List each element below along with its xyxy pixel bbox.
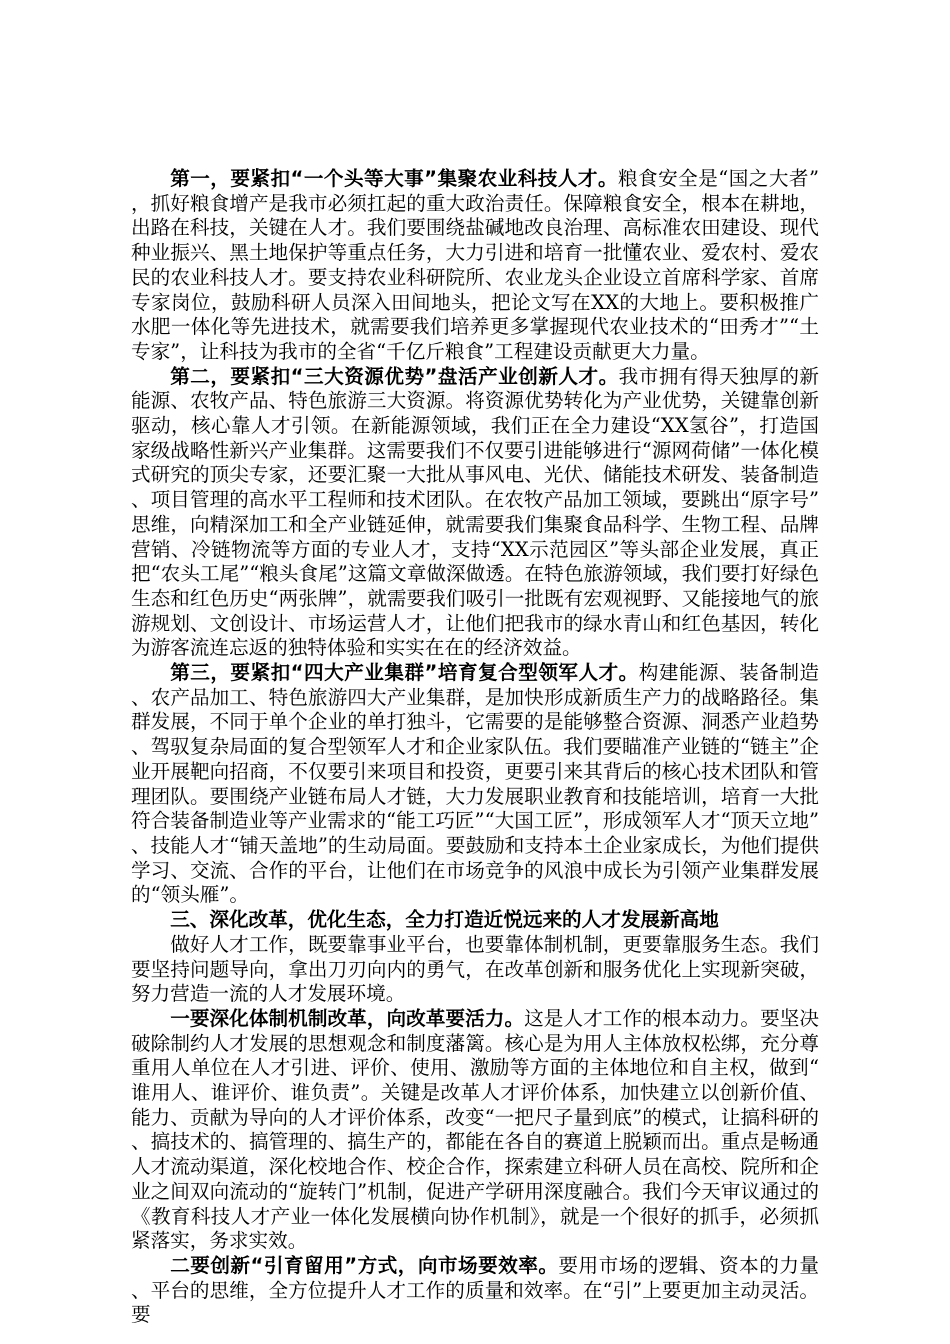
paragraph-body: 粮食安全是“国之大者”，抓好粮食增产是我市必须扛起的重大政治责任。保障粮食安全，根本在耕地，出路在科技，关键在人才。我们要围绕盐碱地改良治理、高标准农田建设、现代种业振兴、黑土地保护等重点任务，大力引进和培育一批懂农业、爱农村、爱农民的农业科技人才。要支持农业科研院所、农业龙头企业设立首席科学家、首席专家岗位，鼓励科研人员深入田间地头，把论文写在XX的大地上。要积极推广水肥一体化等先进技术，就需要我们培养更多掌握现代农业技术的“田秀才”“土专家”，让科技为我市的全省“千亿斤粮食”工程建设贡献更大力量。 — [131, 167, 819, 363]
section-heading: 三、深化改革，优化生态，全力打造近悦远来的人才发展新高地 — [170, 908, 719, 932]
paragraph-body: 构建能源、装备制造、农产品加工、特色旅游四大产业集群，是加快形成新质生产力的战略路径。集群发展，不同于单个企业的单打独斗，它需要的是能够整合资源、洞悉产业趋势、驾驭复杂局面的复合型领军人才和企业家队伍。我们要瞄准产业链的“链主”企业开展靶向招商，不仅要引来项目和投资，更要引来其背后的核心技术团队和管理团队。要围绕产业链布局人才链，大力发展职业教育和技能培训，培育一大批符合装备制造业等产业需求的“能工巧匠”“大国工匠”，形成领军人才“顶天立地”、技能人才“铺天盖地”的生动局面。要鼓励和支持本土企业家成长，为他们提供学习、交流、合作的平台，让他们在市场竞争的风浪中成长为引领产业集群发展的“领头雁”。 — [131, 661, 820, 907]
paragraph-lead: 一要深化体制机制改革，向改革要活力。 — [170, 1006, 525, 1030]
paragraph-innovation-talent — [131, 365, 819, 661]
paragraph-lead: 第三，要紧扣“四大产业集群”培育复合型领军人才。 — [170, 661, 639, 685]
paragraph-body: 我市拥有得天独厚的新能源、农牧产品、特色旅游三大资源。将资源优势转化为产业优势，关键靠创新驱动，核心靠人才引领。在新能源领域，我们正在全力建设“XX氢谷”，打造国家级战略性新兴产业集群。这需要我们不仅要引进能够进行“源网荷储”一体化模式研究的顶尖专家，还要汇聚一大批从事风电、光伏、储能技术研发、装备制造、项目管理的高水平工程师和技术团队。在农牧产品加工领域，要跳出“原字号”思维，向精深加工和全产业链延伸，就需要我们集聚食品科学、生物工程、品牌营销、冷链物流等方面的专业人才，支持“XX示范园区”等头部企业发展，真正把“农头工尾”“粮头食尾”这篇文章做深做透。在特色旅游领域，我们要打好绿色生态和红色历史“两张牌”，就需要我们吸引一批既有宏观视野、又能接地气的旅游规划、文创设计、市场运营人才，让他们把我市的绿水青山和红色基因，转化为游客流连忘返的独特体验和实实在在的经济效益。 — [131, 364, 819, 660]
paragraph-market-efficiency — [131, 1254, 819, 1328]
document-page — [131, 167, 819, 1328]
paragraph-agri-talent — [131, 167, 819, 365]
paragraph-lead: 第二，要紧扣“三大资源优势”盘活产业创新人才。 — [170, 364, 619, 388]
paragraph-reform — [131, 1007, 819, 1254]
paragraph-body: 做好人才工作，既要靠事业平台，也要靠体制机制，更要靠服务生态。我们要坚持问题导向，拿出刀刃向内的勇气，在改革创新和服务优化上实现新突破，努力营造一流的人才发展环境。 — [131, 932, 819, 1006]
paragraph-leading-talent — [131, 661, 819, 908]
paragraph-lead: 二要创新“引育留用”方式，向市场要效率。 — [170, 1253, 559, 1277]
paragraph-lead: 第一，要紧扣“一个头等大事”集聚农业科技人才。 — [170, 167, 618, 190]
paragraph-body: 这是人才工作的根本动力。要坚决破除制约人才发展的思想观念和制度藩篱。核心是为用人主体放权松绑，充分尊重用人单位在人才引进、评价、使用、激励等方面的主体地位和自主权，做到“谁用人、谁评价、谁负责”。关键是改革人才评价体系，加快建立以创新价值、能力、贡献为导向的人才评价体系，改变“一把尺子量到底”的模式，让搞科研的、搞技术的、搞管理的、搞生产的，都能在各自的赛道上脱颖而出。重点是畅通人才流动渠道，深化校地合作、校企合作，探索建立科研人员在高校、院所和企业之间双向流动的“旋转门”机制，促进产学研用深度融合。我们今天审议通过的《教育科技人才产业一体化发展横向协作机制》，就是一个很好的抓手，必须抓紧落实，务求实效。 — [131, 1006, 820, 1253]
paragraph-body: 要用市场的逻辑、资本的力量、平台的思维，全方位提升人才工作的质量和效率。在“引”上要更加主动灵活。要 — [131, 1253, 819, 1327]
paragraph-section-intro — [131, 933, 819, 1007]
